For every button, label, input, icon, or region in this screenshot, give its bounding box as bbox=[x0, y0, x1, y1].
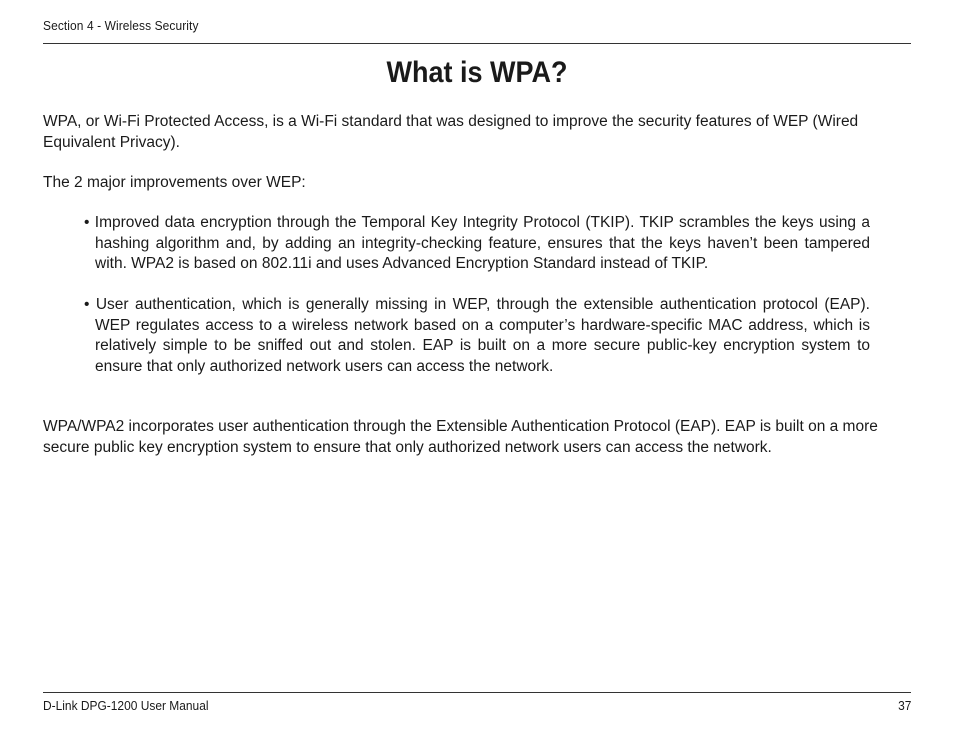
bullet-item-tkip: • Improved data encryption through the Temporal Key Integrity Protocol (TKIP). TKIP scrambles the keys using a hashing algorithm and, by adding an integrity-checking feature, ensures that the keys haven’t been tampered with. WPA2 is based on 802.11i and uses Advanced Encryption Standard instead of TKIP. bbox=[84, 214, 870, 272]
closing-paragraph: WPA/WPA2 incorporates user authentication through the Extensible Authentication Protocol (EAP). EAP is built on a more secure public key encryption system to ensure that only authorized network users can access the network. bbox=[43, 418, 878, 456]
improvements-lead: The 2 major improvements over WEP: bbox=[43, 174, 306, 191]
footer-divider bbox=[43, 692, 911, 693]
header-divider bbox=[43, 43, 911, 44]
page-number: 37 bbox=[897, 698, 911, 713]
footer-manual-title: D-Link DPG-1200 User Manual bbox=[43, 698, 209, 713]
page-title: What is WPA? bbox=[386, 56, 568, 89]
section-header: Section 4 - Wireless Security bbox=[43, 18, 199, 33]
bullet-item-eap: • User authentication, which is generally missing in WEP, through the extensible authentication protocol (EAP). WEP regulates access to a wireless network based on a computer’s hardware-specific MAC address, which is relatively simple to be sniffed out and stolen. EAP is built on a more secure public-key encryption system to ensure that only authorized network users can access the network. bbox=[84, 296, 870, 375]
intro-paragraph: WPA, or Wi-Fi Protected Access, is a Wi-Fi standard that was designed to improve the security features of WEP (Wired Equivalent Privacy). bbox=[43, 113, 859, 151]
